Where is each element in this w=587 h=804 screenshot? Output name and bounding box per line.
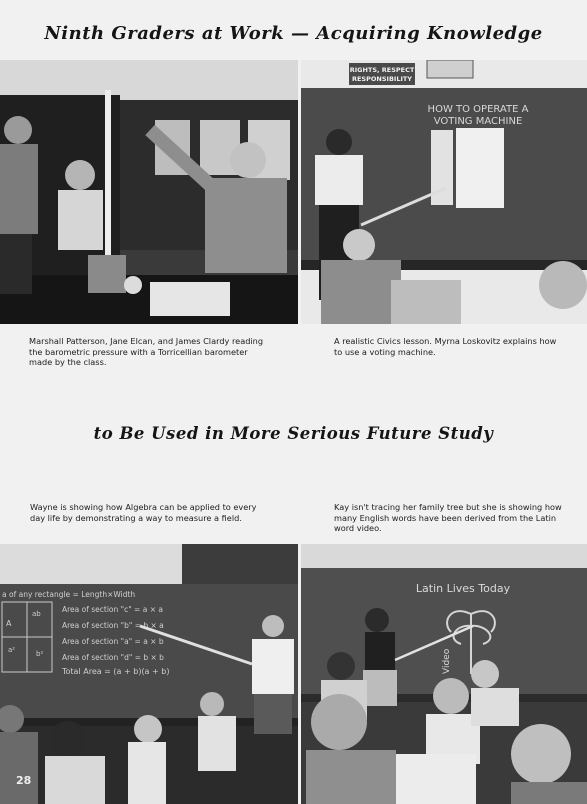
latin-board-word: Video <box>442 648 452 674</box>
civics-photo <box>301 60 587 324</box>
algebra-board-line4: Area of section "d" = b × b <box>62 653 164 662</box>
algebra-label-a2: a² <box>8 646 16 654</box>
algebra-board-line3: Area of section "a" = a × b <box>62 637 164 646</box>
civics-board-line1: HOW TO OPERATE A <box>427 104 529 115</box>
latin-board-title: Latin Lives Today <box>415 582 511 595</box>
civics-sign-line1: RIGHTS, RESPECT <box>349 66 415 74</box>
algebra-label-a: A <box>6 619 12 628</box>
barometer-caption: Marshall Patterson, Jane Elcan, and James Clardy reading the barometric pressure with a Torricellian barometer made by the class. <box>29 336 264 367</box>
civics-sign-line2: RESPONSIBILITY <box>351 75 413 83</box>
civics-caption: A realistic Civics lesson. Myrna Loskovitz explains how to use a voting machine. <box>334 336 557 357</box>
algebra-board-line0: a of any rectangle = Length×Width <box>2 590 136 599</box>
algebra-photo <box>0 544 298 804</box>
barometer-photo <box>0 60 298 324</box>
page-title-top: Ninth Graders at Work — Acquiring Knowledge <box>44 23 543 44</box>
algebra-caption: Wayne is showing how Algebra can be applied to every day life by demonstrating a way to measure a field. <box>30 502 257 523</box>
page-number: 28 <box>16 774 32 787</box>
algebra-label-ab: ab <box>32 610 41 618</box>
algebra-board-line1: Area of section "c" = a × a <box>62 605 163 614</box>
algebra-label-b2: b² <box>36 650 44 658</box>
algebra-board-line2: Area of section "b" = b × a <box>62 621 164 630</box>
civics-board-line2: VOTING MACHINE <box>433 116 523 127</box>
latin-caption: Kay isn't tracing her family tree but she is showing how many English words have been derived from the Latin word video. <box>334 502 562 533</box>
page-title-middle: to Be Used in More Serious Future Study <box>93 424 494 443</box>
latin-photo <box>301 544 587 804</box>
algebra-board-line5: Total Area = (a + b)(a + b) <box>62 667 170 676</box>
